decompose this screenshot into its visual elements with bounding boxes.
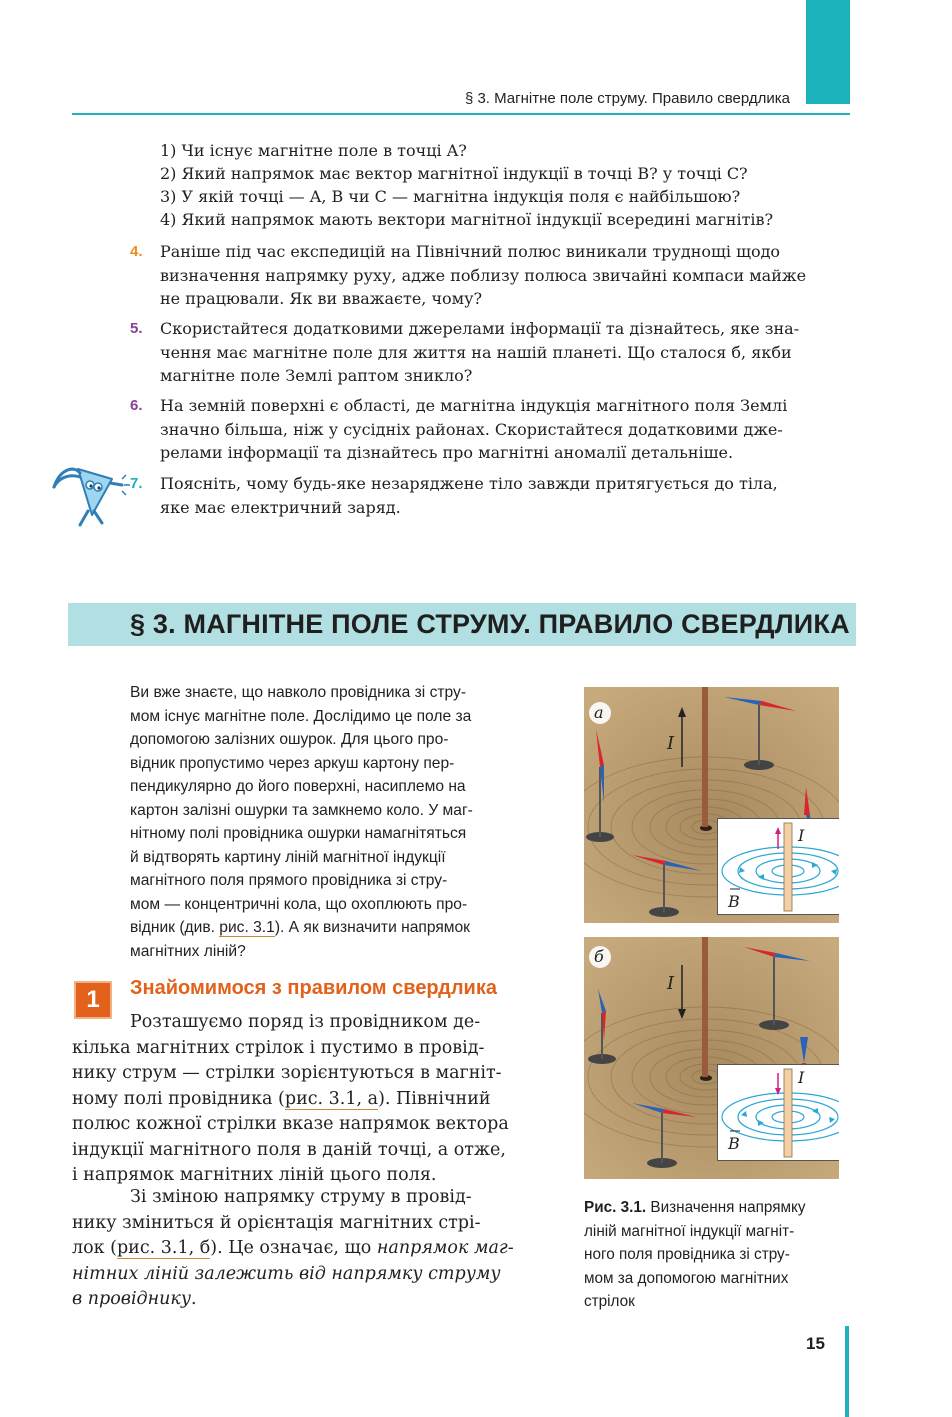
question-line: 1) Чи існує магнітне поле в точці A?	[160, 141, 467, 160]
task-line: Раніше під час експедицій на Північний полюс виникали труднощі щодо	[160, 242, 781, 261]
field-label: B	[728, 1134, 740, 1153]
field-label: B	[728, 892, 740, 911]
figure-reference-link[interactable]: рис. 3.1, б	[116, 1238, 211, 1258]
body-line: нику струм — стрілки зорієнтуються в магніт-	[72, 1063, 502, 1083]
caption-line: стрілок	[584, 1293, 635, 1310]
task-line: чення має магнітне поле для життя на нашій планеті. Що сталося б, якби	[160, 342, 792, 362]
intro-line: магнітних ліній?	[130, 942, 246, 960]
figure-3-1-panel-b	[584, 937, 839, 1179]
question-line: 3) У якій точці — A, B чи C — магнітна індукція поля є найбільшою?	[160, 187, 741, 206]
intro-line: допомогою залізних ошурок. Для цього про-	[130, 731, 449, 748]
body-paragraph-1	[72, 1010, 550, 1189]
caption-line: ліній магнітної індукції магніт-	[584, 1222, 795, 1240]
chapter-tab	[806, 0, 850, 104]
task-number: 7.	[130, 475, 143, 492]
field-lines-inset-b	[717, 1064, 839, 1161]
body-line: кілька магнітних стрілок і пустимо в провід-	[72, 1037, 485, 1058]
panel-letter: а	[594, 703, 604, 722]
body-text: ). Це означає, що	[210, 1238, 377, 1258]
intro-line: картон залізні ошурки та замкнемо коло. У маг-	[130, 801, 473, 819]
body-line: полюс кожної стрілки вказе напрямок вектора	[72, 1114, 509, 1134]
task-4	[130, 240, 855, 311]
intro-text: ). А як визначити напрямок	[274, 919, 470, 936]
task-line: релами інформації та дізнайтесь про магнітні аномалії детальніше.	[160, 443, 734, 462]
subsection-number-badge: 1	[74, 981, 112, 1019]
intro-line: Ви вже знаєте, що навколо провідника зі стру-	[130, 684, 467, 701]
task-line: значно більша, ніж у сусідніх районах. Скористайтеся додатковими дже-	[160, 419, 783, 439]
thinking-mascot-icon	[50, 463, 130, 529]
body-text: .	[191, 1289, 197, 1309]
figure-caption	[584, 1196, 854, 1314]
body-line	[72, 1287, 550, 1313]
panel-letter: б	[594, 947, 604, 966]
task-number: 4.	[130, 243, 143, 260]
intro-paragraph	[130, 681, 552, 963]
body-line: Зі зміною напрямку струму в провід-	[130, 1187, 472, 1207]
body-line	[72, 1262, 550, 1288]
current-label: I	[798, 826, 805, 845]
subsection-title: Знайомимося з правилом свердлика	[130, 977, 497, 999]
task-line: яке має електричний заряд.	[160, 497, 401, 517]
intro-line: мом існує магнітне поле. Дослідимо це поле за	[130, 707, 472, 725]
task-7	[130, 472, 855, 519]
caption-text: Визначення напрямку	[646, 1199, 806, 1216]
intro-line: магнітного поля прямого провідника зі стру-	[130, 872, 448, 889]
figure-reference-link[interactable]: рис. 3.1, а	[284, 1088, 379, 1109]
body-text: ). Північний	[378, 1088, 491, 1109]
body-line: нику зміниться й орієнтація магнітних стрі-	[72, 1212, 481, 1233]
question-line: 2) Який напрямок має вектор магнітної індукції в точці B? у точці C?	[160, 164, 748, 183]
task-line: магнітне поле Землі раптом зникло?	[160, 366, 473, 385]
body-line	[72, 1087, 550, 1113]
intro-line: нітному полі провідника ошурки намагнітяться	[130, 825, 467, 842]
page-edge-bar	[845, 1326, 849, 1417]
task-line: Поясніть, чому будь-яке незаряджене тіло завжди притягується до тіла,	[160, 474, 778, 493]
figure-3-1-panel-a	[584, 687, 839, 923]
emphasis-text: нітних ліній залежить від напрямку струму	[72, 1263, 501, 1284]
intro-line	[130, 916, 552, 940]
section-title: § 3. МАГНІТНЕ ПОЛЕ СТРУМУ. ПРАВИЛО СВЕРДЛИКА	[130, 609, 850, 639]
caption-label: Рис. 3.1.	[584, 1199, 647, 1216]
intro-line: мом — концентричні кола, що охоплюють про-	[130, 895, 468, 913]
emphasis-text: в провіднику	[72, 1289, 192, 1309]
intro-text: відник (див.	[130, 919, 220, 936]
caption-line: ного поля провідника зі стру-	[584, 1246, 790, 1263]
task-line: не працювали. Як ви вважаєте, чому?	[160, 289, 483, 308]
body-paragraph-2	[72, 1185, 550, 1313]
current-label: I	[667, 973, 675, 994]
running-header: § 3. Магнітне поле струму. Правило свердлика	[464, 90, 790, 107]
intro-line: відник пропустимо через аркуш картону пер-	[130, 754, 455, 772]
body-text: ному полі провідника (	[72, 1088, 285, 1109]
task-line: Скористайтеся додатковими джерелами інформації та дізнайтесь, яке зна-	[160, 319, 800, 338]
body-line: індукції магнітного поля в даній точці, а отже,	[72, 1139, 506, 1160]
emphasis-text: напрямок маг-	[376, 1238, 514, 1258]
caption-line: мом за допомогою магнітних	[584, 1269, 789, 1287]
body-text: лок (	[72, 1238, 117, 1258]
field-lines-inset-a	[717, 818, 839, 915]
task-number: 5.	[130, 320, 143, 337]
body-line: і напрямок магнітних ліній цього поля.	[72, 1165, 437, 1185]
current-label: I	[667, 733, 675, 754]
question-line: 4) Який напрямок мають вектори магнітної індукції всередині магнітів?	[160, 210, 774, 229]
header-rule	[72, 113, 850, 115]
task-5	[130, 317, 855, 388]
caption-line	[584, 1196, 854, 1220]
task-6	[130, 394, 855, 465]
current-label: I	[798, 1068, 805, 1087]
intro-line: пендикулярно до його поверхні, насиплемо на	[130, 778, 466, 795]
intro-line: й відтворять картину ліній магнітної індукції	[130, 848, 446, 866]
task-number: 6.	[130, 397, 143, 414]
task-line: На земній поверхні є області, де магнітна індукція магнітного поля Землі	[160, 396, 788, 415]
page-number: 15	[806, 1334, 825, 1353]
body-line: Розташуємо поряд із провідником де-	[130, 1012, 481, 1032]
task-line: визначення напрямку руху, адже поблизу полюса звичайні компаси майже	[160, 265, 807, 285]
body-line	[72, 1236, 550, 1262]
figure-reference-link[interactable]: рис. 3.1	[219, 919, 275, 936]
